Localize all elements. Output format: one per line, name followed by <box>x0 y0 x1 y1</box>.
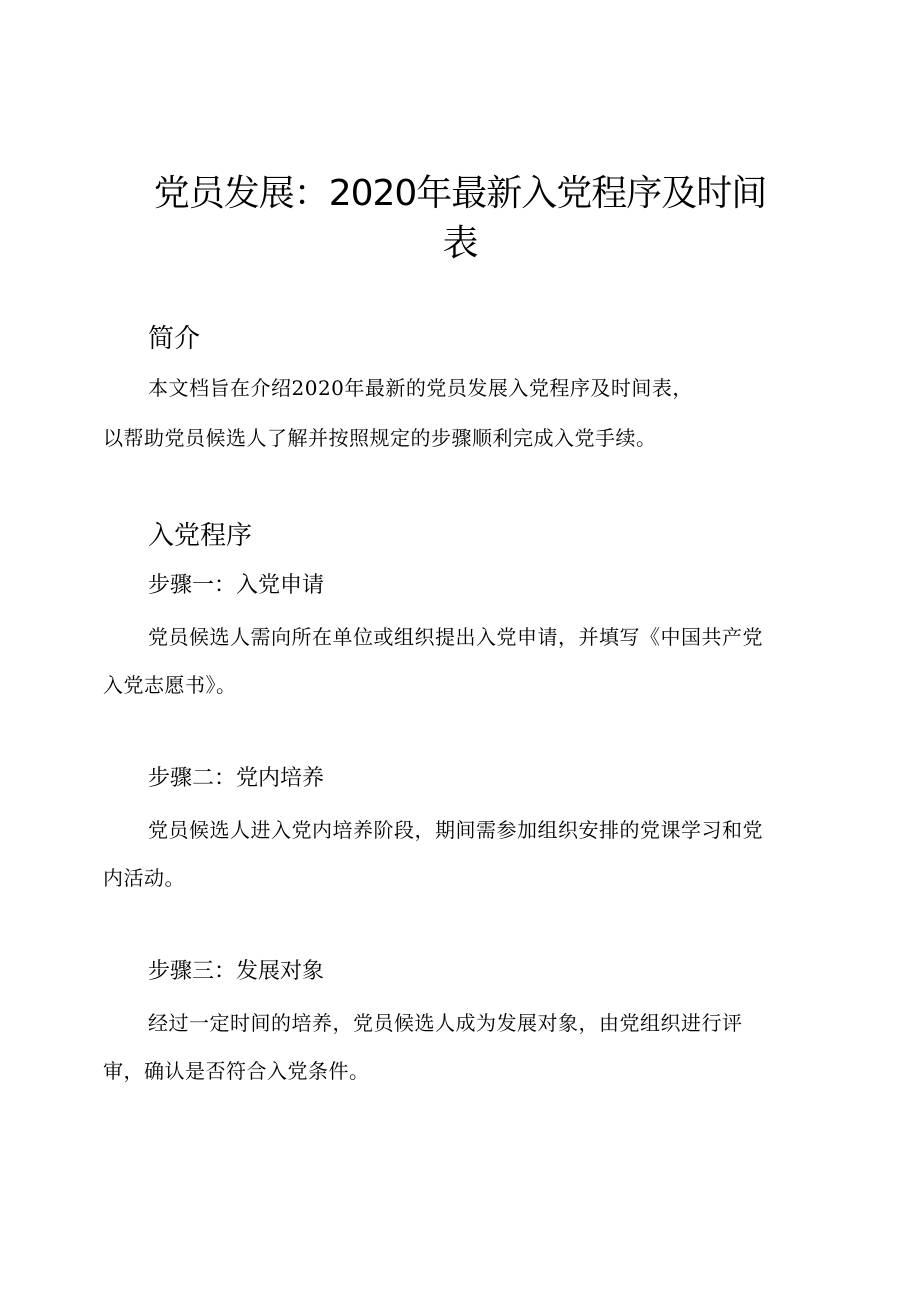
intro-paragraph-line-2: 以帮助党员候选人了解并按照规定的步骤顺利完成入党手续。 <box>103 426 657 450</box>
step-1-paragraph-line-2: 入党志愿书》。 <box>103 673 237 697</box>
intro-heading: 简介 <box>148 324 201 354</box>
intro-paragraph-line-1: 本文档旨在介绍2020年最新的党员发展入党程序及时间表， <box>148 376 693 400</box>
document-title-line-1: 党员发展：2020年最新入党程序及时间 <box>153 173 767 214</box>
step-1-paragraph-line-1: 党员候选人需向所在单位或组织提出入党申请，并填写《中国共产党 <box>148 625 763 649</box>
procedure-heading: 入党程序 <box>148 521 253 551</box>
step-2-title: 步骤二：党内培养 <box>148 766 325 791</box>
step-2-paragraph-line-1: 党员候选人进入党内培养阶段，期间需参加组织安排的党课学习和党 <box>148 818 763 842</box>
document-title-line-2: 表 <box>442 223 478 264</box>
step-3-title: 步骤三：发展对象 <box>148 959 325 984</box>
step-2-paragraph-line-2: 内活动。 <box>103 866 185 890</box>
step-3-paragraph-line-1: 经过一定时间的培养，党员候选人成为发展对象，由党组织进行评 <box>148 1011 743 1035</box>
step-3-paragraph-line-2: 审，确认是否符合入党条件。 <box>103 1059 370 1083</box>
step-1-title: 步骤一：入党申请 <box>148 573 325 598</box>
